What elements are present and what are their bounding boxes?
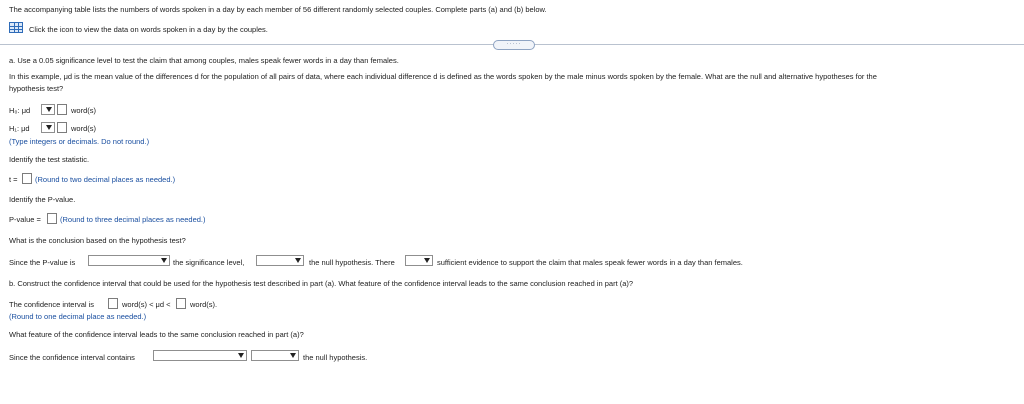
p-value-comparison-select[interactable]: [88, 255, 170, 266]
part-a-question: a. Use a 0.05 significance level to test the claim that among couples, males speak fewer words in a day than females.: [9, 56, 399, 65]
part-b-question: b. Construct the confidence interval that could be used for the hypothesis test described in part (a). What feature of the confidence interval leads to the same conclusion reached in part (a)?: [9, 279, 634, 288]
t-label: t =: [9, 175, 18, 184]
intro-text: The accompanying table lists the numbers of words spoken in a day by each member of 56 different randomly selected couples. Complete parts (a) and (b) below.: [9, 5, 547, 14]
h1-unit: word(s): [71, 124, 97, 133]
h1-value-input[interactable]: [57, 122, 67, 133]
ci-middle-text: word(s) < μd <: [122, 300, 171, 309]
ci-end-text: word(s).: [190, 300, 218, 309]
null-hypothesis-there-text: the null hypothesis. There: [309, 258, 395, 267]
p-value-hint: (Round to three decimal places as needed.): [60, 215, 206, 224]
type-hint: (Type integers or decimals. Do not round.): [9, 137, 150, 146]
explanation-line-2: hypothesis test?: [9, 84, 64, 93]
h0-unit: word(s): [71, 106, 97, 115]
data-link-text[interactable]: Click the icon to view the data on words spoken in a day by the couples.: [29, 25, 268, 34]
t-hint: (Round to two decimal places as needed.): [35, 175, 176, 184]
identify-p-value: Identify the P-value.: [9, 195, 76, 204]
sufficient-evidence-text: sufficient evidence to support the claim that males speak fewer words in a day than females.: [437, 258, 743, 267]
since-ci-text: Since the confidence interval contains: [9, 353, 135, 362]
null-hypothesis-text: the null hypothesis.: [303, 353, 368, 362]
ci-upper-input[interactable]: [176, 298, 186, 309]
significance-level-text: the significance level,: [173, 258, 245, 267]
t-statistic-input[interactable]: [22, 173, 32, 184]
explanation-line-1: In this example, μd is the mean value of the differences d for the population of all pairs of data, where each individual difference d is defined as the words spoken by the male minus words spoken by the female. What are the null and alternative hypotheses for the: [9, 72, 877, 81]
h1-label: H₁: μd: [9, 124, 30, 133]
h0-value-input[interactable]: [57, 104, 67, 115]
since-p-value-text: Since the P-value is: [9, 258, 76, 267]
ci-hint: (Round to one decimal place as needed.): [9, 312, 147, 321]
ci-lower-input[interactable]: [108, 298, 118, 309]
identify-statistic: Identify the test statistic.: [9, 155, 90, 164]
expand-more-button[interactable]: ·····: [493, 40, 535, 50]
conclusion-question: What is the conclusion based on the hypothesis test?: [9, 236, 186, 245]
reject-decision-select[interactable]: [256, 255, 304, 266]
ci-decision-select[interactable]: [251, 350, 299, 361]
h0-operator-select[interactable]: [41, 104, 55, 115]
ci-label: The confidence interval is: [9, 300, 95, 309]
evidence-select[interactable]: [405, 255, 433, 266]
h1-operator-select[interactable]: [41, 122, 55, 133]
ci-feature-question: What feature of the confidence interval leads to the same conclusion reached in part (a)?: [9, 330, 304, 339]
h0-label: H₀: μd: [9, 106, 31, 115]
p-value-input[interactable]: [47, 213, 57, 224]
data-table-icon[interactable]: [9, 22, 23, 33]
ci-contains-select[interactable]: [153, 350, 247, 361]
p-value-label: P-value =: [9, 215, 41, 224]
